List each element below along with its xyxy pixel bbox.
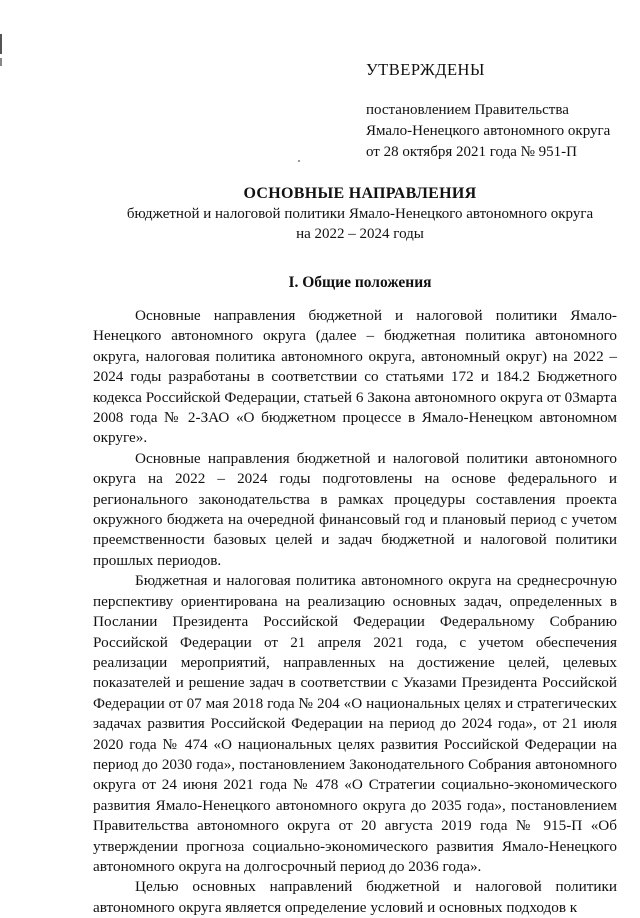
- section-heading: I. Общие положения: [288, 274, 432, 291]
- approval-line: постановлением Правительства: [366, 102, 569, 118]
- paragraph: Основные направления бюджетной и налоговой политики Ямало-Ненецкого автономного округа (далее – бюджетная политика автономного округа, налоговая политика автономного округа, автономный округ) на 2022 – 2024 годы разработаны в соответствии со статьями 172 и 184.2 Бюджетного кодекса Российской Федерации, статьей 6 Закона автономного округа от 03марта 2008 года № 2-ЗАО «О бюджетном процессе в Ямало-Ненецком автономном округе».: [93, 307, 617, 447]
- approval-line: Ямало-Ненецкого автономного округа: [366, 123, 611, 139]
- body-text: [93, 306, 617, 918]
- paragraph: Бюджетная и налоговая политика автономного округа на среднесрочную перспективу ориентирована на реализацию основных задач, определенных в Послании Президента Российской Федерации Федеральному Собранию Российской Федерации от 21 апреля 2021 года, с учетом обеспечения реализации мероприятий, направленных на достижение целей, целевых показателей и решение задач в соответствии с Указами Президента Российской Федерации от 07 мая 2018 года № 204 «О национальных целях и стратегических задачах развития Российской Федерации на период до 2024 года», от 21 июля 2020 года № 474 «О национальных целях развития Российской Федерации на период до 2030 года», постановлением Законодательного Собрания автономного округа от 24 июня 2021 года № 478 «О Стратегии социально-экономического развития Ямало-Ненецкого автономного округа до 2035 года», постановлением Правительства автономного округа от 20 августа 2019 года № 915-П «Об утверждении прогноза социально-экономического развития Ямало-Ненецкого автономного округа на долгосрочный период до 2036 года».: [93, 572, 617, 875]
- scan-speck: [298, 160, 300, 162]
- document-header: [80, 184, 640, 244]
- paragraph: Основные направления бюджетной и налоговой политики автономного округа на 2022 – 2024 годы подготовлены на основе федерального и регионального законодательства в рамках процедуры составления проекта окружного бюджета на очередной финансовый год и плановый период с учетом преемственности базовых целей и задач бюджетной и налоговой политики прошлых периодов.: [93, 449, 617, 569]
- document-subtitle: бюджетной и налоговой политики Ямало-Ненецкого автономного округа: [126, 206, 594, 222]
- approval-line: от 28 октября 2021 года № 951-П: [366, 144, 578, 160]
- scan-margin-mark: [0, 34, 2, 54]
- approval-title: УТВЕРЖДЕНЫ: [366, 60, 485, 79]
- document-subtitle: на 2022 – 2024 годы: [296, 226, 424, 242]
- document-title: ОСНОВНЫЕ НАПРАВЛЕНИЯ: [243, 185, 477, 202]
- scan-margin-mark: [0, 58, 2, 66]
- paragraph: Целью основных направлений бюджетной и налоговой политики автономного округа является определение условий и основных подходов к: [93, 878, 617, 916]
- approval-stamp-block: [366, 60, 626, 163]
